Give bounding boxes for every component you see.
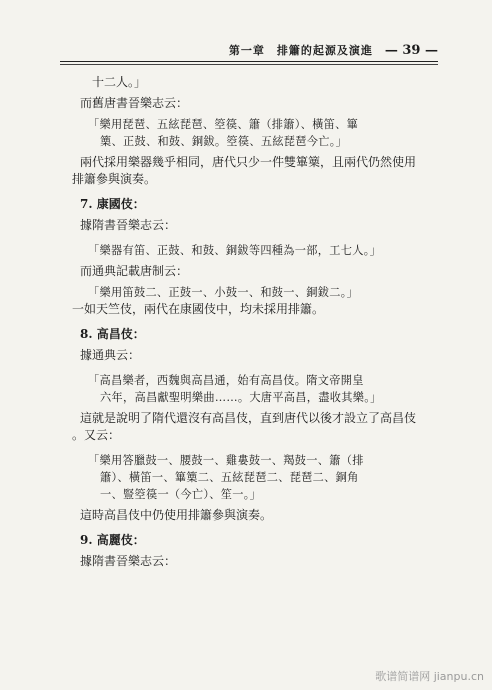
quote-line: 篥、正鼓、和鼓、銅鈸。箜篌、五絃琵琶今亡。」: [100, 135, 348, 148]
section-heading: 7. 康國伎：: [80, 197, 145, 211]
section-heading: 9. 高麗伎：: [80, 533, 145, 547]
page-number: — 39 —: [384, 42, 438, 58]
text-line: 而舊唐書晉樂志云：: [80, 96, 189, 110]
quote-line: 「高昌樂者，西魏與高昌通，始有高昌伎。隋文帝開皇: [88, 374, 364, 387]
header-rule: [60, 61, 438, 62]
text-line: 。又云：: [72, 428, 121, 442]
text-line: 據隋書晉樂志云：: [80, 554, 177, 568]
page-body: [72, 74, 442, 570]
site-watermark: 歌谱简谱网 jianpu.cn: [375, 670, 484, 683]
text-line: 十二人。」: [92, 75, 147, 89]
text-line: 一如天竺伎，兩代在康國伎中，均未採用排簫。: [72, 302, 325, 316]
quote-line: 一、豎箜篌一（今亡）、笙一。」: [100, 488, 262, 501]
text-line: 這時高昌伎中仍使用排簫參與演奏。: [80, 508, 273, 522]
section-heading: 8. 高昌伎：: [80, 327, 145, 341]
text-line: 據通典云：: [80, 348, 141, 362]
chapter-title: 第一章 排簫的起源及演進: [228, 44, 373, 57]
running-header: [60, 40, 438, 60]
text-line: 排簫參與演奏。: [72, 172, 157, 186]
quote-line: 「樂用琵琶、五絃琵琶、箜篌、簫（排簫）、橫笛、篳: [88, 118, 359, 131]
text-line: 兩代採用樂器幾乎相同，唐代只少一件雙篳篥，且兩代仍然使用: [80, 155, 417, 169]
quote-line: 「樂器有笛、正鼓、和鼓、銅鈸等四種為一部，工七人。」: [88, 244, 382, 257]
text-line: 據隋書晉樂志云：: [80, 218, 177, 232]
text-line: 這就是說明了隋代還沒有高昌伎，直到唐代以後才設立了高昌伎: [80, 411, 417, 425]
header-rule-thin: [60, 64, 438, 65]
quote-line: 「樂用笛鼓二、正鼓一、小鼓一、和鼓一、銅鈸二。」: [88, 286, 359, 299]
quote-line: 「樂用答臘鼓一、腰鼓一、雞婁鼓一、羯鼓一、簫（排: [88, 454, 364, 467]
quote-line: 六年，高昌獻聖明樂曲……。大唐平高昌，盡收其樂。」: [100, 391, 382, 404]
quote-line: 簫）、橫笛一、篳篥二、五絃琵琶二、琵琶二、銅角: [100, 471, 359, 484]
text-line: 而通典記載唐制云：: [80, 264, 189, 278]
